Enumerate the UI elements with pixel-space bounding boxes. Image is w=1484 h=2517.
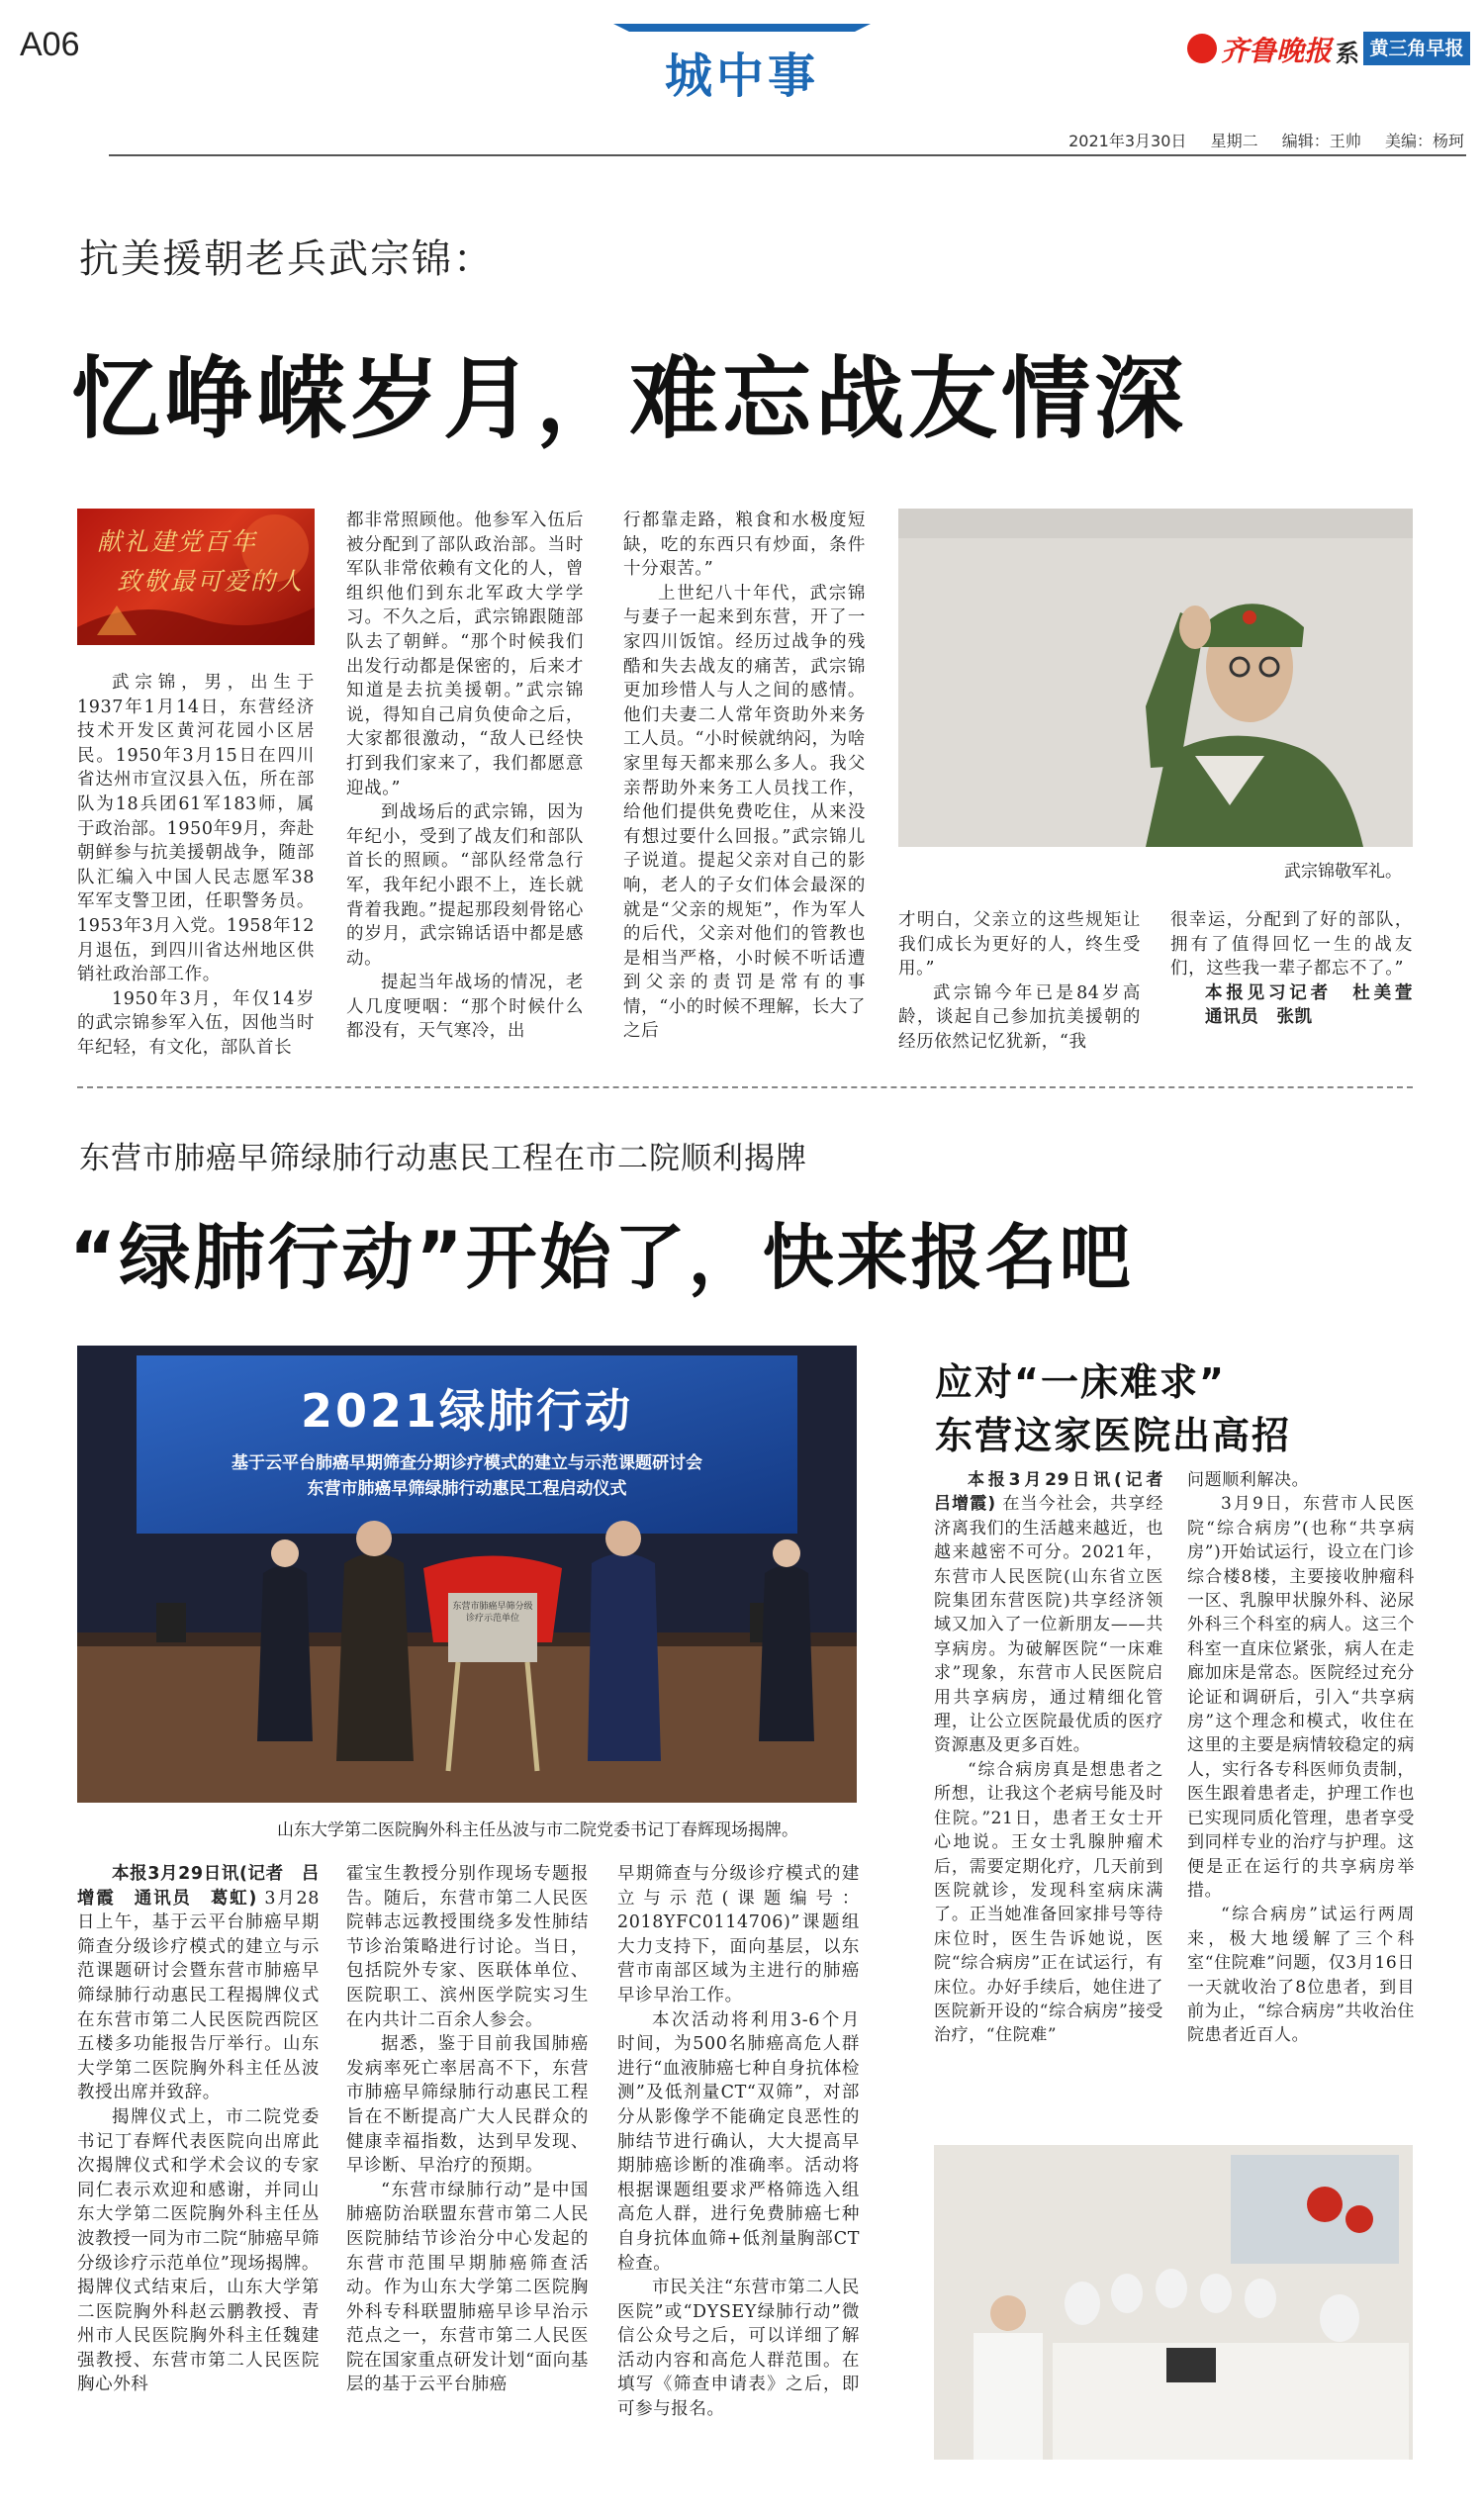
story3-headline-1: 应对“一床难求” bbox=[935, 1360, 1226, 1404]
screen-title: 2021绿肺行动 bbox=[300, 1384, 634, 1438]
story1-column-3 bbox=[623, 509, 866, 1059]
story3-column-2 bbox=[1187, 1468, 1415, 2149]
story2-byline: 本报3月29日讯(记者 吕增霞 通讯员 葛虹) bbox=[77, 1864, 320, 1909]
story3-col2-p2: 3月9日，东营市人民医院“综合病房”(也称“共享病房”)开始试运行，设立在门诊综合楼8楼，主要接收肿瘤科一区、乳腺甲状腺外科、泌尿外科三个科室的病人。这三个科室一直床位紧张，病人在走廊加床是常态。医院经过充分论证和调研后，引入“共享病房”这个理念和模式，收住在这里的主要是病情较稳定的病人，实行各专科医师负责制，医生跟着患者走，护理工作也已实现同质化管理，患者享受到同样专业的治疗与护理。这便是正在运行的共享病房举措。 bbox=[1187, 1494, 1415, 1901]
story2-photo-caption: 山东大学第二医院胸外科主任丛波与市二院党委书记丁春辉现场揭牌。 bbox=[277, 1820, 798, 1840]
masthead-rule bbox=[109, 154, 1466, 156]
story1-byline: 本报见习记者 杜美萱 通讯员 张凯 bbox=[1205, 982, 1432, 1028]
dateline bbox=[989, 129, 1464, 151]
banner-line2: 致敬最可爱的人 bbox=[117, 567, 305, 596]
story1-banner-image bbox=[77, 509, 315, 645]
story3-column-1 bbox=[934, 1468, 1181, 2149]
story3-col1-p2: “综合病房真是想患者之所想，让我这个老病号能及时住院。”21日，患者王女士开心地说。王女士乳腺肿瘤术后，需要定期化疗，几天前到医院就诊，发现科室病床满了。正当她准备回家排号等待床位时，医生告诉她说，医院“综合病房”正在试运行，有床位。办好手续后，她住进了医院新开设的“综合病房”接受治疗，“住院难” bbox=[934, 1759, 1163, 2046]
story1-col4-p1: 才明白，父亲立的这些规矩让我们成长为更好的人，终生受用。” bbox=[898, 910, 1141, 979]
brand-logo bbox=[1187, 28, 1469, 71]
story3-ward-photo bbox=[934, 2145, 1413, 2460]
banner-line1: 献礼建党百年 bbox=[97, 527, 258, 556]
story1-col3-p2: 上世纪八十年代，武宗锦与妻子一起来到东营，开了一家四川饭馆。经历过战争的残酷和失去战友的痛苦，武宗锦更加珍惜人与人之间的感情。他们夫妻二人常年资助外来务工人员。“小时候就纳闷，为啥家里每天都来那么多人。我父亲帮助外来务工人员找工作，给他们提供免费吃住，从来没有想过要什么回报。”武宗锦儿子说道。提起父亲对自己的影响，老人的子女们体会最深的就是“父亲的规矩”，作为军人的后代，父亲对他们的管教也是相当严格，小时候不听话遭到父亲的责罚是常有的事情，“小的时候不理解，长大了之后 bbox=[623, 583, 866, 1042]
page-number: A06 bbox=[20, 26, 80, 63]
story1-col2-p3: 提起当年战场的情况，老人几度哽咽：“那个时候什么都没有，天气寒冷，出 bbox=[346, 973, 584, 1042]
story1-col1-p1: 武宗锦，男，出生于1937年1月14日，东营经济技术开发区黄河花园小区居民。1950年3月15日在四川省达州市宣汉县入伍，所在部队为18兵团61军183师，属于政治部。1950年9月，奔赴朝鲜参与抗美援朝战争，随部队汇编入中国人民志愿军38军军支警卫团，任职警务员。1953年3月入党。1958年12月退伍，到四川省达州地区供销社政治部工作。 bbox=[77, 673, 315, 985]
series-suffix: 系 bbox=[1336, 40, 1359, 67]
story2-col3-p1: 早期筛查与分级诊疗模式的建立与示范(课题编号：2018YFC0114706)”课题组大力支持下，面向基层，以东营市南部区域为主进行的肺癌早诊早治工作。 bbox=[617, 1864, 860, 2005]
story2-ceremony-photo bbox=[77, 1346, 857, 1803]
story2-kicker: 东营市肺癌早筛绿肺行动惠民工程在市二院顺利揭牌 bbox=[79, 1141, 807, 1176]
story3-byline: 本报3月29日讯(记者 吕增霞) bbox=[934, 1470, 1181, 1515]
story2-col3-p2: 本次活动将利用3-6个月时间，为500名肺癌高危人群进行“血液肺癌七种自身抗体检测”及低剂量CT“双筛”，对部分从影像学不能确定良恶性的肺结节进行确认，大大提高早期肺癌诊断的准确率。活动将根据课题组要求严格筛选入组高危人群，进行免费肺癌七种自身抗体血筛+低剂量胸部CT检查。 bbox=[617, 2009, 860, 2274]
story3-col2-p1: 问题顺利解决。 bbox=[1187, 1470, 1310, 1490]
story3-headline-2: 东营这家医院出高招 bbox=[935, 1414, 1292, 1457]
nurses-meeting-illustration bbox=[934, 2145, 1413, 2460]
story1-col2-p2: 到战场后的武宗锦，因为年纪小，受到了战友们和部队首长的照顾。“部队经常急行军，我年纪小跟不上，连长就背着我跑。”提起那段刻骨铭心的岁月，武宗锦话语中都是感动。 bbox=[346, 802, 584, 969]
story-divider bbox=[77, 1086, 1413, 1088]
story3-col2-p3: “综合病房”试运行两周来，极大地缓解了三个科室“住院难”问题，仅3月16日一天就收治了8位患者，到目前为止，“综合病房”共收治住院患者近百人。 bbox=[1187, 1905, 1415, 2046]
issue-date: 2021年3月30日 bbox=[1068, 132, 1187, 150]
story1-photo-caption: 武宗锦敬军礼。 bbox=[1284, 862, 1402, 882]
story1-col1-p2: 1950年3月，年仅14岁的武宗锦参军入伍，因他当时年纪轻，有文化，部队首长 bbox=[77, 988, 315, 1058]
story2-col1-p2: 揭牌仪式上，市二院党委书记丁春辉代表医院向出席此次揭牌仪式和学术会议的专家同仁表示欢迎和感谢，并同山东大学第二医院胸外科主任丛波教授一同为市二院“肺癌早筛分级诊疗示范单位”现场揭牌。揭牌仪式结束后，山东大学第二医院胸外科赵云鹏教授、青州市人民医院胸外科主任魏建强教授、东营市第二人民医院胸心外科 bbox=[77, 2106, 320, 2395]
story1-column-5 bbox=[1170, 908, 1432, 1059]
veteran-salute-illustration bbox=[898, 509, 1413, 847]
story1-col2-p1: 都非常照顾他。他参军入伍后被分配到了部队政治部。当时军队非常依赖有文化的人，曾组织他们到东北军政大学学习。不久之后，武宗锦跟随部队去了朝鲜。“那个时候我们出发行动都是保密的，后来才知道是去抗美援朝。”武宗锦说，得知自己肩负使命之后，大家都很激动，“敌人已经快打到我们家来了，我们都愿意迎战。” bbox=[346, 511, 584, 798]
story1-col5-p1: 很幸运，分配到了好的部队，拥有了值得回忆一生的战友们，这些我一辈子都忘不了。” bbox=[1170, 910, 1413, 979]
plaque-text: 东营市肺癌早筛分级诊疗示范单位 bbox=[452, 1602, 533, 1624]
story3-col1-p1: 在当今社会，共享经济离我们的生活越来越近，也越来越密不可分。2021年，东营市人民医院(山东省立医院集团东营医院)共享经济领域又加入了一位新朋友——共享病房。为破解医院“一床难求”现象，东营市人民医院启用共享病房，通过精细化管理，让公立医院最优质的医疗资源惠及更多百姓。 bbox=[934, 1494, 1163, 1756]
story2-col3-p3: 市民关注“东营市第二人民医院”或“DYSEY绿肺行动”微信公众号之后，可以详细了解活动内容和高危人群范围。在填写《筛查申请表》之后，即可参与报名。 bbox=[617, 2278, 860, 2420]
story1-column-1 bbox=[77, 671, 315, 1059]
story2-col2-p3: “东营市绿肺行动”是中国肺癌防治联盟东营市第二人民医院肺结节诊治分中心发起的东营市范围早期肺癌筛查活动。作为山东大学第二医院胸外科专科联盟肺癌早诊早治示范点之一，东营市第二人民医院在国家重点研发计划“面向基层的基于云平台肺癌 bbox=[346, 2180, 589, 2395]
story1-column-4 bbox=[898, 908, 1141, 1059]
story2-headline: “绿肺行动”开始了，快来报名吧 bbox=[69, 1216, 1134, 1299]
designer-credit: 美编：杨珂 bbox=[1384, 132, 1464, 150]
story2-column-1 bbox=[77, 1862, 320, 2464]
edition-badge: 黄三角早报 bbox=[1363, 32, 1470, 65]
story1-col3-p1: 行都靠走路，粮食和水极度短缺，吃的东西只有炒面，条件十分艰苦。” bbox=[623, 511, 866, 580]
story2-col1-p1: 3月28日上午，基于云平台肺癌早期筛查分级诊疗模式的建立与示范课题研讨会暨东营市肺癌早筛绿肺行动惠民工程揭牌仪式在东营市第二人民医院西院区五楼多功能报告厅举行。山东大学第二医院胸外科主任丛波教授出席并致辞。 bbox=[77, 1888, 320, 2103]
story2-column-3 bbox=[617, 1862, 860, 2464]
story1-headline: 忆峥嵘岁月，难忘战友情深 bbox=[71, 347, 1187, 451]
story1-veteran-photo bbox=[898, 509, 1413, 847]
story2-column-2 bbox=[346, 1862, 589, 2464]
story2-col2-p1: 霍宝生教授分别作现场专题报告。随后，东营市第二人民医院韩志远教授围绕多发性肺结节诊治策略进行讨论。当日，包括院外专家、医联体单位、医院职工、滨州医学院实习生在内共计二百余人参会。 bbox=[346, 1864, 589, 2030]
story1-kicker: 抗美援朝老兵武宗锦： bbox=[79, 236, 495, 282]
story1-col4-p2: 武宗锦今年已是84岁高龄，谈起自己参加抗美援朝的经历依然记忆犹新，“我 bbox=[898, 982, 1141, 1052]
paper-logo-icon bbox=[1187, 34, 1217, 63]
story1-column-2 bbox=[346, 509, 584, 1059]
screen-subtitle-2: 东营市肺癌早筛绿肺行动惠民工程启动仪式 bbox=[307, 1479, 627, 1499]
editor-credit: 编辑：王帅 bbox=[1281, 132, 1361, 150]
issue-weekday: 星期二 bbox=[1210, 132, 1258, 150]
story2-col2-p2: 据悉，鉴于目前我国肺癌发病率死亡率居高不下，东营市肺癌早筛绿肺行动惠民工程旨在不断提高广大人民群众的健康幸福指数，达到早发现、早诊断、早治疗的预期。 bbox=[346, 2034, 589, 2177]
paper-name: 齐鲁晚报 bbox=[1221, 35, 1333, 67]
screen-subtitle-1: 基于云平台肺癌早期筛查分期诊疗模式的建立与示范课题研讨会 bbox=[232, 1453, 702, 1473]
section-tab bbox=[613, 24, 871, 104]
section-title: 城中事 bbox=[664, 48, 819, 104]
